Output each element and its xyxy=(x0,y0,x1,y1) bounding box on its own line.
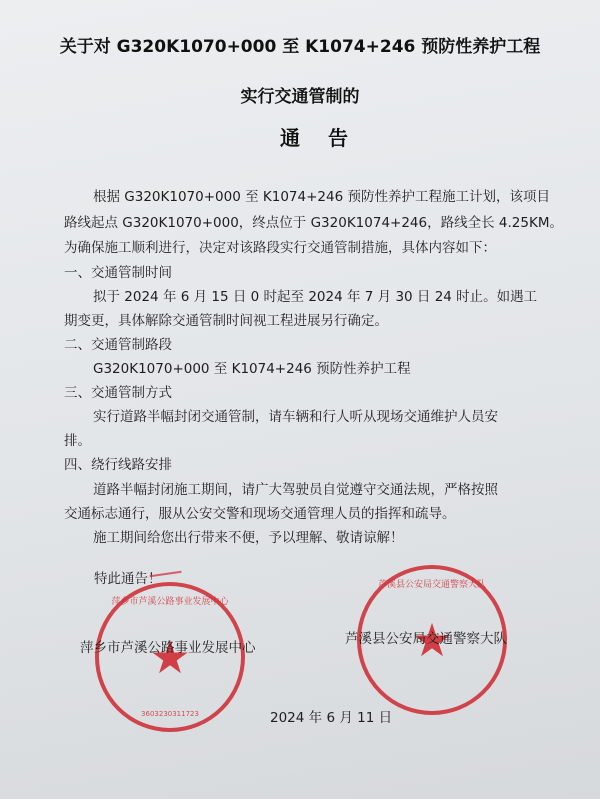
section-2-heading: 二、交通管制路段 xyxy=(64,337,172,353)
section-3-text-2: 排。 xyxy=(64,433,91,449)
star-icon: ★ xyxy=(411,613,453,667)
section-4-heading: 四、绕行线路安排 xyxy=(64,457,172,473)
closing-text: 施工期间给您出行带来不便，予以理解、敬请谅解！ xyxy=(93,530,404,546)
intro-line-3: 为确保施工顺利进行，决定对该路段实行交通管制措施，具体内容如下： xyxy=(64,240,496,256)
section-4-text-2: 交通标志通行，服从公安交警和现场交通管理人员的指挥和疏导。 xyxy=(64,506,456,522)
signature-org-1: 萍乡市芦溪公路事业发展中心 xyxy=(80,640,256,656)
section-3-heading: 三、交通管制方式 xyxy=(64,385,172,401)
title-notice: 通告 xyxy=(280,126,376,150)
section-1-text-1: 拟于 2024 年 6 月 15 日 0 时起至 2024 年 7 月 30 日 24 时止。如遇工 xyxy=(93,289,538,305)
seal-highway-center xyxy=(95,582,245,732)
section-1-heading: 一、交通管制时间 xyxy=(64,265,172,281)
signature-org-2: 芦溪县公安局交通警察大队 xyxy=(345,631,507,647)
seal-2-text: 芦溪县公安局交通警察大队 xyxy=(377,580,487,590)
title-line-2: 实行交通管制的 xyxy=(240,87,360,107)
intro-line-1: 根据 G320K1070+000 至 K1074+246 预防性养护工程施工计划，该项目 xyxy=(93,189,550,205)
signature-date: 2024 年 6 月 11 日 xyxy=(270,710,393,726)
intro-line-2: 路线起点 G320K1070+000，终点位于 G320K1074+246，路线全长 4.25KM。 xyxy=(64,215,563,231)
section-2-text-1: G320K1070+000 至 K1074+246 预防性养护工程 xyxy=(93,361,411,377)
notice-text: 特此通告！ xyxy=(94,571,162,587)
section-1-text-2: 期变更，具体解除交通管制时间视工程进展另行确定。 xyxy=(64,313,388,329)
section-3-text-1: 实行道路半幅封闭交通管制，请车辆和行人听从现场交通维护人员安 xyxy=(93,409,498,425)
title-line-1: 关于对 G320K1070+000 至 K1074+246 预防性养护工程 xyxy=(59,37,541,57)
seal-1-code: 3603230311723 xyxy=(141,710,199,718)
seal-1-text: 萍乡市芦溪公路事业发展中心 xyxy=(111,597,229,607)
section-4-text-1: 道路半幅封闭施工期间，请广大驾驶员自觉遵守交通法规，严格按照 xyxy=(93,482,498,498)
star-icon: ★ xyxy=(149,630,191,684)
